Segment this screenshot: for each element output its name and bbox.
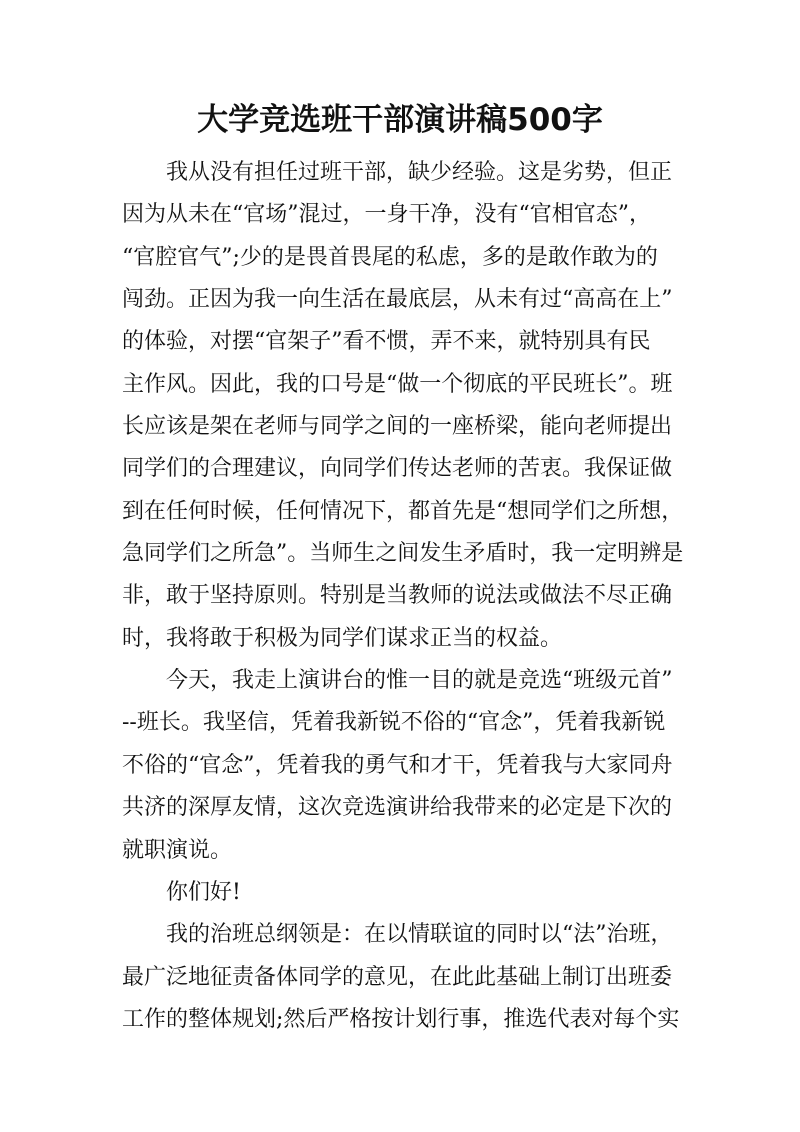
text-line: 你们好! — [166, 879, 241, 905]
document-title: 大学竞选班干部演讲稿500字 — [197, 102, 603, 138]
text-line: 不俗的“官念”，凭着我的勇气和才干，凭着我与大家同舟 — [122, 752, 673, 778]
text-line: 的体验，对摆“官架子”看不惯，弄不来，就特别具有民 — [122, 329, 651, 355]
paragraph-1 — [122, 152, 692, 660]
text-line: 因为从未在“官场”混过，一身干净，没有“官相官态”， — [122, 202, 651, 228]
paragraph-4 — [122, 914, 692, 1041]
text-line: 我的治班总纲领是：在以情联谊的同时以“法”治班， — [166, 922, 673, 948]
text-line: 今天，我走上演讲台的惟一目的就是竞选“班级元首” — [166, 668, 673, 694]
text-line: 同学们的合理建议，向同学们传达老师的苦衷。我保证做 — [122, 456, 673, 482]
text-line: 时，我将敢于积极为同学们谋求正当的权益。 — [122, 625, 563, 651]
text-line: “官腔官气”;少的是畏首畏尾的私虑，多的是敢作敢为的 — [122, 244, 658, 270]
text-line: 工作的整体规划;然后严格按计划行事，推选代表对每个实 — [122, 1006, 680, 1032]
text-line: --班长。我坚信，凭着我新锐不俗的“官念”，凭着我新锐 — [122, 710, 666, 736]
paragraph-2 — [122, 660, 692, 872]
text-line: 就职演说。 — [122, 837, 233, 863]
text-line: 长应该是架在老师与同学之间的一座桥梁，能向老师提出 — [122, 414, 673, 440]
text-line: 我从没有担任过班干部，缺少经验。这是劣势，但正 — [166, 160, 673, 185]
text-line: 到在任何时候，任何情况下，都首先是“想同学们之所想， — [122, 498, 684, 524]
text-line: 共济的深厚友情，这次竞选演讲给我带来的必定是下次的 — [122, 795, 673, 821]
document-body — [122, 152, 692, 1041]
text-line: 非，敢于坚持原则。特别是当教师的说法或做法不尽正确 — [122, 583, 673, 609]
text-line: 主作风。因此，我的口号是“做一个彻底的平民班长”。班 — [122, 371, 673, 397]
text-line: 急同学们之所急”。当师生之间发生矛盾时，我一定明辨是 — [122, 541, 684, 567]
text-line: 最广泛地征责备体同学的意见，在此此基础上制订出班委 — [122, 964, 673, 990]
text-line: 闯劲。正因为我一向生活在最底层，从未有过“高高在上” — [122, 287, 673, 313]
paragraph-3 — [122, 872, 692, 914]
